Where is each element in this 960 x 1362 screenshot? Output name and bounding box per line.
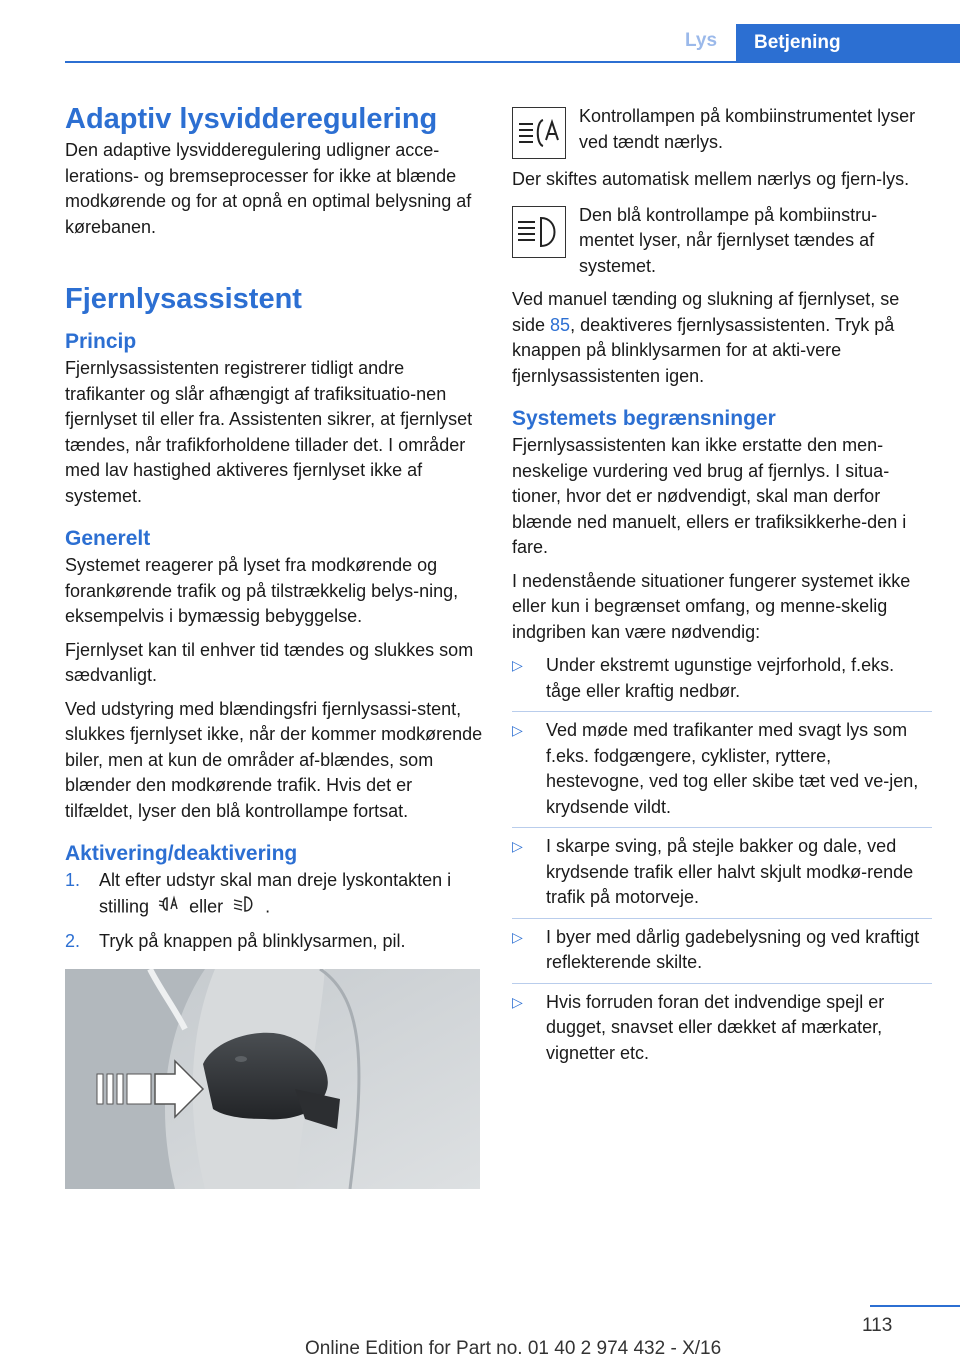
list-item-text: Ved møde med trafikanter med svagt lys som f.eks. fodgængere, cyklister, ryttere, hestevogne, ved tog eller skibe tæt ved ve-jen, krydsende vildt. [546, 720, 919, 817]
manual-text-b: , deaktiveres fjernlysassistenten. Tryk på knappen på blinklysarmen for at akti-vere fjernlysassistenten igen. [512, 314, 895, 386]
right-column [512, 104, 932, 1073]
manual-text-a: Ved manuel tænding og slukning af fjernlyset, se side [512, 289, 900, 335]
paragraph-generelt-2: Fjernlyset kan til enhver tid tændes og slukkes som sædvanligt. [65, 639, 474, 685]
paragraph-princip: Fjernlysassistenten registrerer tidligt andre trafikanter og slår afhængigt af trafiksituatio-nen fjernlyset til eller fra. Assistenten sikrer, at fjernlyset tændes, når trafikforholdene tillader det. I områder med lav hastighed aktiveres fjernlyset ikke af systemet. [65, 358, 473, 506]
paragraph-manuel [512, 287, 932, 389]
limits-list [512, 647, 932, 1073]
heading-adaptive-headlight: Adaptiv lysvidderegulering [65, 103, 438, 135]
list-item [512, 647, 932, 712]
paragraph-skiftes: Der skiftes automatisk mellem nærlys og fjern-lys. [512, 169, 910, 189]
header-rule [65, 61, 960, 63]
step-text: Tryk på knappen på blinklysarmen, pil. [99, 931, 406, 951]
heading-generelt: Generelt [65, 527, 151, 550]
step1-text-b: eller [189, 896, 224, 916]
bullet-triangle-icon: ▷ [512, 722, 523, 738]
step1-text-c: . [265, 896, 271, 916]
list-item [65, 868, 483, 921]
list-item [512, 919, 932, 984]
list-item [512, 828, 932, 919]
footer-rule [870, 1305, 960, 1307]
indicator-high-beam-assist [512, 203, 932, 280]
list-item-text: Under ekstremt ugunstige vejrforhold, f.eks. tåge eller kraftig nedbør. [546, 655, 895, 701]
low-beam-icon [232, 894, 256, 922]
footer-edition: Online Edition for Part no. 01 40 2 974 432 - X/16 [305, 1338, 722, 1359]
step-number: 1. [65, 870, 81, 890]
step-number: 2. [65, 931, 81, 951]
indicator-auto-light-text: Kontrollampen på kombiinstrumentet lyser ved tændt nærlys. [579, 106, 916, 152]
auto-headlight-indicator-icon [512, 107, 566, 159]
bullet-triangle-icon: ▷ [512, 838, 523, 854]
paragraph-limits-1: Fjernlysassistenten kan ikke erstatte den men-neskelige vurdering ved brug af fjernlys. I situa-tioner, hvor det er nødvendigt, skal man derfor blænde ned manuelt, ellers er trafiksikkerhe-den i fare. [512, 435, 907, 557]
paragraph-adaptive: Den adaptive lysvidderegulering udligner acce-lerations- og bremseprocesser for ikke at blænde modkørende og for at opnå en optimal belysning af kørebanen. [65, 140, 472, 237]
heading-system-limits: Systemets begrænsninger [512, 407, 776, 430]
high-beam-assist-indicator-icon [512, 206, 566, 258]
bullet-triangle-icon: ▷ [512, 657, 523, 673]
bullet-triangle-icon: ▷ [512, 993, 523, 1010]
list-item-text: I byer med dårlig gadebelysning og ved kraftigt reflekterende skilte. [546, 926, 920, 972]
auto-headlight-icon [158, 894, 180, 922]
paragraph-generelt-3: Ved udstyring med blændingsfri fjernlysassi-stent, slukkes fjernlyset ikke, når der kommer modkørende biler, men at kun de områder af-blændes, som blænder den modkørende trafik. Hvis det er tilfældet, lyser den blå kontrollampe fortsat. [65, 698, 483, 821]
indicator-auto-light [512, 104, 932, 159]
header-section-label: Lys [685, 30, 718, 51]
turn-signal-lever-photo [65, 969, 480, 1189]
header-chapter-tab[interactable]: Betjening [736, 24, 960, 62]
list-item [512, 984, 932, 1074]
paragraph-limits-2: I nedenstående situationer fungerer systemet ikke eller kun i begrænset omfang, og menne-skelig indgriben kan være nødvendig: [512, 570, 911, 642]
page-link-85[interactable]: 85 [550, 314, 571, 335]
left-column [65, 100, 483, 1189]
list-item-text: Hvis forruden foran det indvendige spejl er dugget, snavset eller dækket af mærkater, vignetter etc. [546, 991, 885, 1063]
step-text [99, 868, 483, 921]
list-item [512, 712, 932, 828]
list-item [65, 929, 483, 955]
step1-text-a: Alt efter udstyr skal man dreje lyskontakten i stilling [99, 870, 452, 916]
activation-steps [65, 868, 483, 955]
list-item-text: I skarpe sving, på stejle bakker og dale, ved krydsende trafik eller halvt skjult modkø-rende trafik på motorveje. [546, 836, 914, 907]
paragraph-generelt-1: Systemet reagerer på lyset fra modkørende og forankørende trafik og på tilstrækkelig belys-ning, eksempelvis i bymæssig bebyggelse. [65, 555, 459, 626]
bullet-triangle-icon: ▷ [512, 928, 523, 945]
heading-princip: Princip [65, 330, 137, 353]
heading-high-beam-assistant: Fjernlysassistent [65, 283, 302, 315]
heading-aktivering: Aktivering/deaktivering [65, 842, 298, 865]
page-number: 113 [862, 1315, 893, 1336]
indicator-high-beam-assist-text: Den blå kontrollampe på kombiinstru-mentet lyser, når fjernlyset tændes af systemet. [579, 204, 878, 276]
